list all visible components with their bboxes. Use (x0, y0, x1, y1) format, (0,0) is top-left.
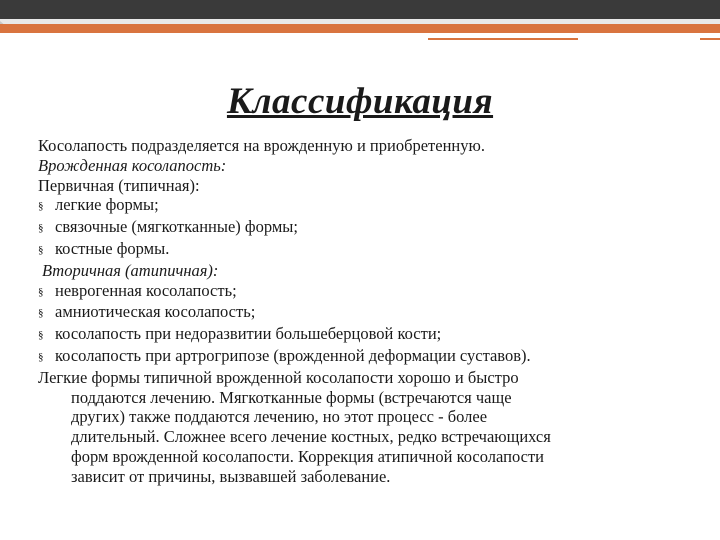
paragraph-line: форм врожденной косолапости. Коррекция атипичной косолапости (71, 446, 544, 466)
closing-paragraph (38, 368, 678, 487)
list-item (38, 324, 678, 346)
list-item-text: легкие формы; (55, 195, 159, 215)
list-item (38, 302, 678, 324)
list-item-text: костные формы. (55, 238, 170, 258)
bullet-icon: § (38, 350, 44, 363)
paragraph-line: длительный. Сложнее всего лечение костных, редко встречающихся (71, 427, 551, 447)
paragraph-line: других) также поддаются лечению, но этот процесс - более (71, 407, 488, 427)
bullet-icon: § (38, 285, 44, 298)
list-item-text: косолапость при артрогрипозе (врожденной деформации суставов). (55, 345, 531, 365)
congenital-heading: Врожденная косолапость: (38, 155, 227, 175)
list-item-text: неврогенная косолапость; (55, 280, 237, 300)
paragraph-line: Легкие формы типичной врожденной косолапости хорошо и быстро (38, 367, 519, 387)
list-item (38, 195, 678, 217)
bullet-icon: § (38, 307, 44, 320)
list-item (38, 239, 678, 261)
header-accent-strip (0, 24, 720, 33)
list-item-text: амниотическая косолапость; (55, 302, 256, 322)
bullet-icon: § (38, 329, 44, 342)
bullet-icon: § (38, 200, 44, 213)
slide-body (38, 136, 678, 487)
paragraph-line: поддаются лечению. Мягкотканные формы (встречаются чаще (71, 387, 512, 407)
list-item (38, 281, 678, 303)
list-item (38, 217, 678, 239)
header-accent-line (428, 38, 578, 40)
page-title: Классификация (226, 81, 494, 122)
intro-text: Косолапость подразделяется на врожденную и приобретенную. (38, 136, 485, 155)
paragraph-line: зависит от причины, вызвавшей заболевание. (71, 466, 391, 486)
header-accent-line-right (700, 38, 720, 40)
header-dark-band (0, 0, 720, 24)
list-item (38, 346, 678, 368)
bullet-icon: § (38, 222, 44, 235)
bullet-icon: § (38, 243, 44, 256)
primary-heading: Первичная (типичная): (38, 175, 200, 195)
list-item-text: связочные (мягкотканные) формы; (55, 217, 298, 237)
secondary-heading: Вторичная (атипичная): (42, 260, 219, 280)
list-item-text: косолапость при недоразвитии большеберцовой кости; (55, 324, 442, 344)
